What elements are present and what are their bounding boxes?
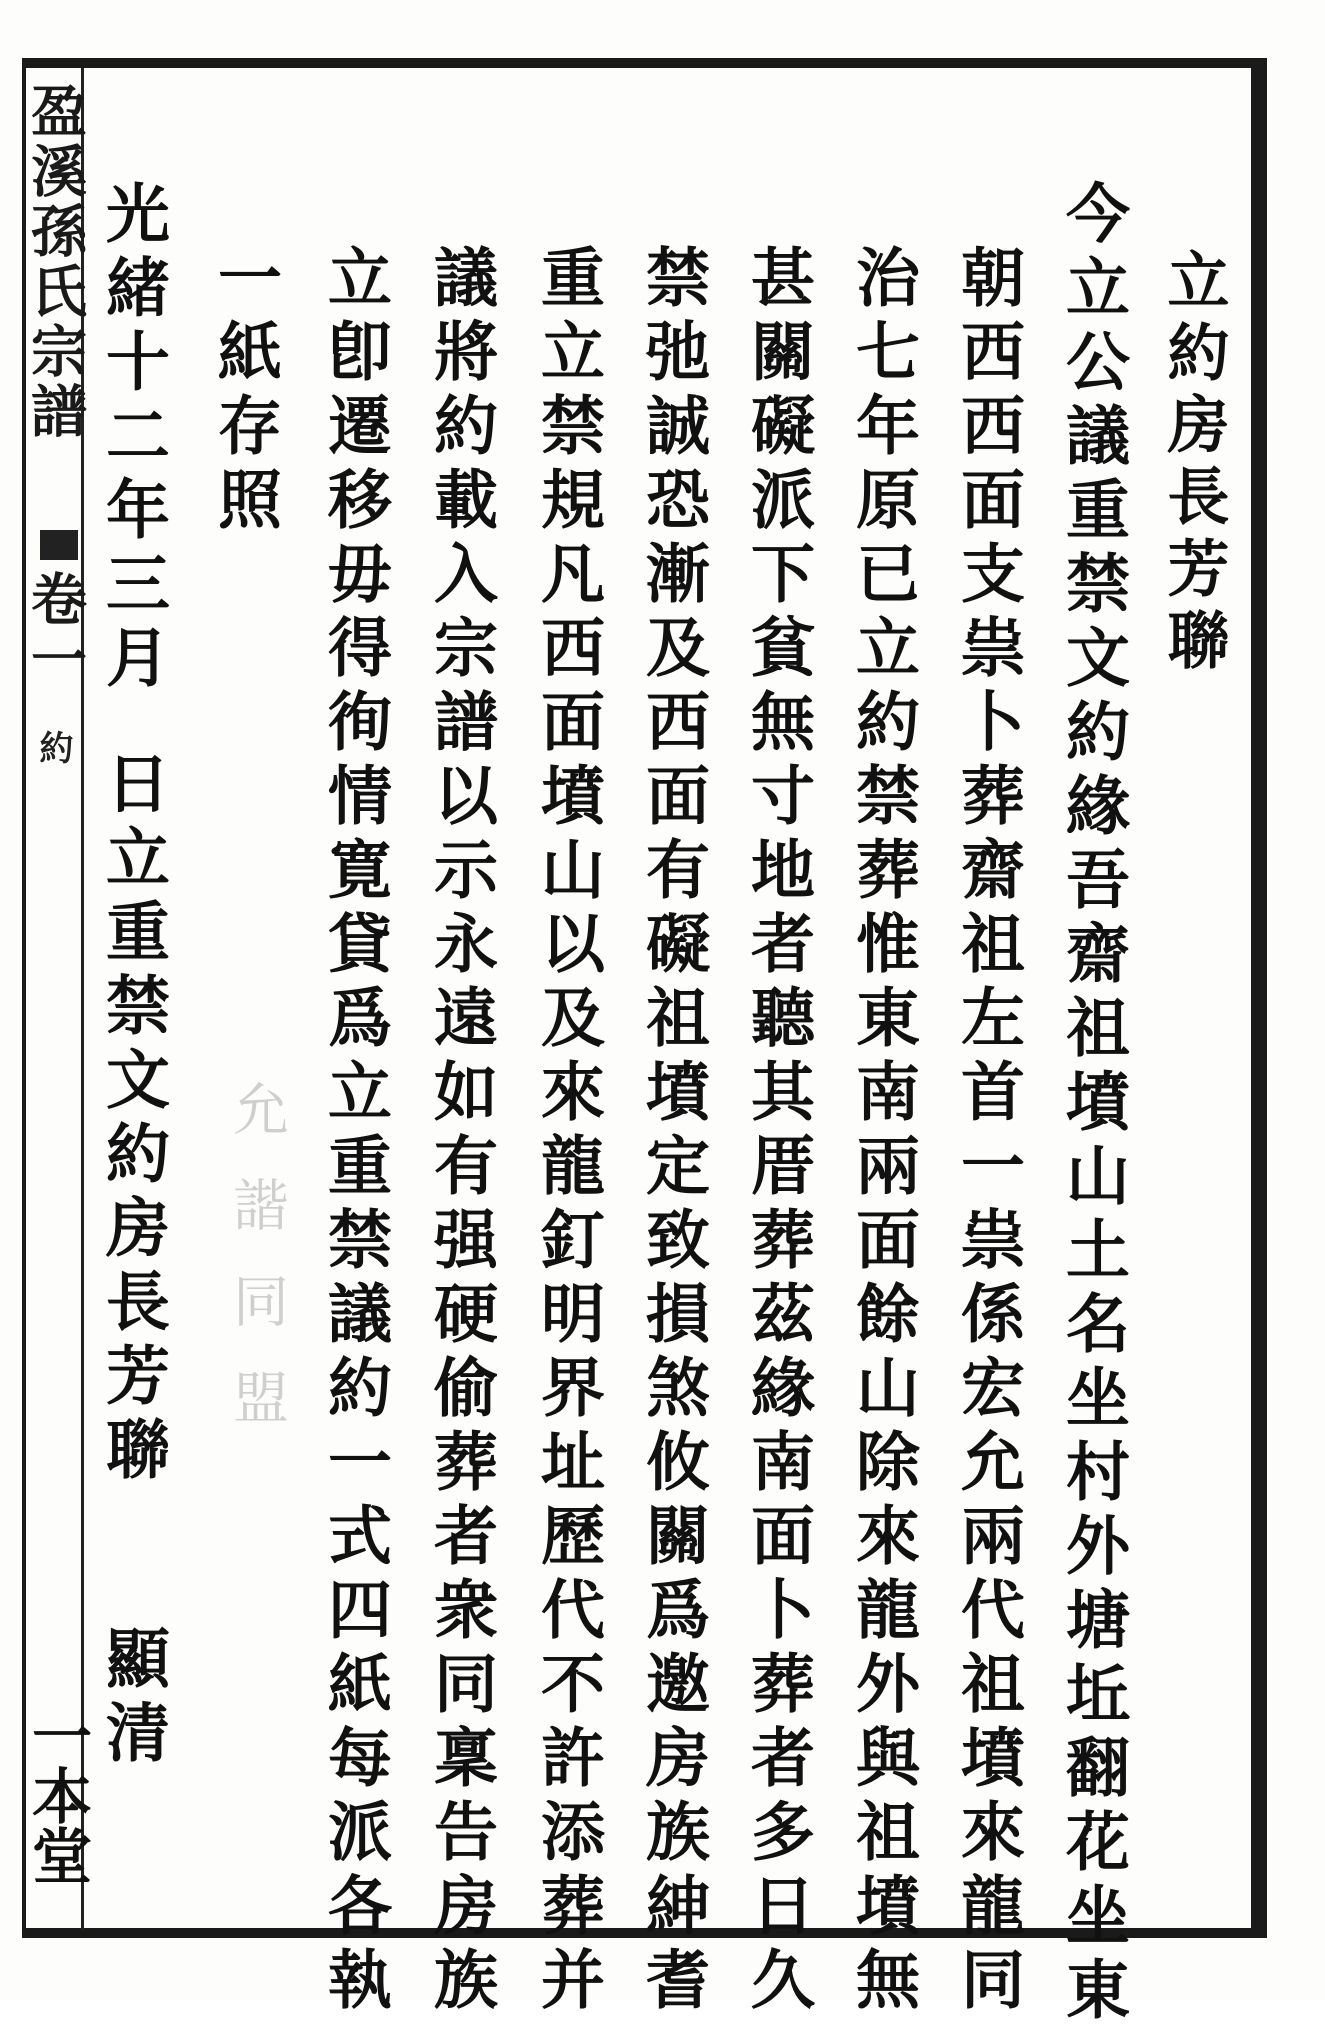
text-line-5: 禁弛誠恐漸及西面有礙祖墳定致損煞攸關爲邀房族紳耆 bbox=[635, 244, 710, 2020]
margin-section: 約 bbox=[33, 730, 73, 764]
date-line: 光緒十二年三月 bbox=[95, 180, 170, 698]
text-line-3: 治七年原已立約禁葬惟東南兩面餘山除來龍外與祖墳無 bbox=[845, 244, 920, 2020]
margin-genealogy-title: 盈溪孫氏宗譜 bbox=[22, 82, 88, 442]
text-line-9: 一紙存照 bbox=[207, 244, 282, 540]
margin-hall-name: 一本堂 bbox=[22, 1705, 92, 1885]
text-line-1: 今立公議重禁文約緣吾齋祖墳山土名坐村外塘坵翻花坐東 bbox=[1055, 180, 1130, 2030]
text-line-7: 議將約載入宗譜以示永遠如有强硬偷葬者衆同稟告房族 bbox=[423, 244, 498, 2020]
bleed-through-text: 允諧同盟 bbox=[224, 1080, 289, 1464]
text-line-2: 朝西西面支祟卜葬齋祖左首一祟係宏允兩代祖墳來龍同 bbox=[950, 244, 1025, 2020]
text-line-4: 甚關礙派下貧無寸地者聽其厝葬茲緣南面卜葬者多日久 bbox=[740, 244, 815, 2020]
signer-name: 顯清 bbox=[95, 1625, 170, 1773]
margin-fishtail-mark bbox=[40, 530, 78, 560]
text-line-6: 重立禁規凡西面墳山以及來龍釘明界址歷代不許添葬并 bbox=[530, 244, 605, 2020]
date-line-signature: 日立重禁文約房長芳聯 bbox=[95, 750, 170, 1490]
document-heading: 立約房長芳聯 bbox=[1157, 248, 1230, 680]
text-line-8: 立卽遷移毋得徇情寛貸爲立重禁議約一式四紙每派各執 bbox=[317, 244, 392, 2020]
margin-volume: 卷一 bbox=[22, 570, 88, 690]
